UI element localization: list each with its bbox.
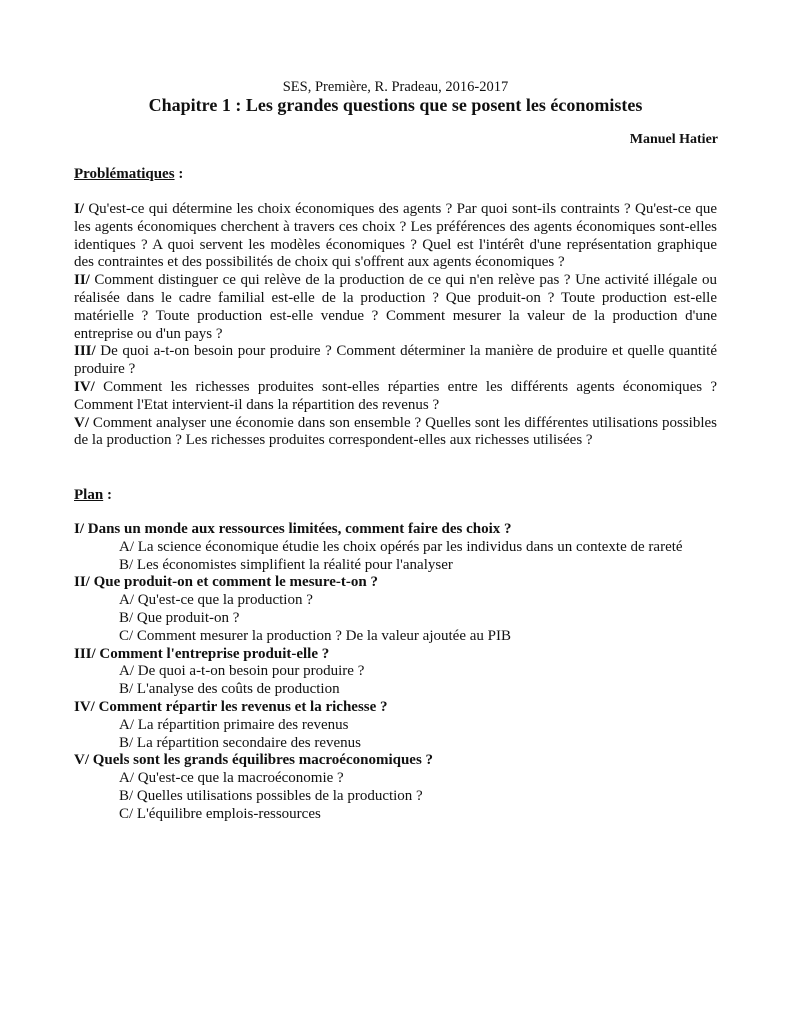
plan-subsection: A/ Qu'est-ce que la production ? [119, 592, 313, 609]
plan-subsection: C/ L'équilibre emplois-ressources [119, 805, 321, 822]
problematique-text: Comment distinguer ce qui relève de la production de ce qui n'en relève pas ? Une activité illégale ou réalisée dans le cadre familial est-elle de la production ? Que produit-on ? Toute production est-elle matérielle ? Toute production est-elle vendue ? Comment mesurer la valeur de la production d'une entreprise ou d'un pays ? [74, 272, 717, 342]
problematique-text: Comment analyser une économie dans son ensemble ? Quelles sont les différentes utilisations possibles de la production ? Les richesses produites correspondent-elles aux richesses utilisées ? [74, 414, 717, 449]
plan-subsection: B/ Que produit-on ? [119, 609, 240, 626]
plan-part-title: I/ Dans un monde aux ressources limitées, comment faire des choix ? [74, 521, 512, 537]
problematique-number: V/ [74, 414, 89, 431]
problematique-item [74, 272, 717, 343]
plan-subsection: B/ L'analyse des coûts de production [119, 681, 340, 698]
problematique-number: III/ [74, 343, 96, 360]
plan-heading-label: Plan [74, 487, 104, 503]
plan-subsection: B/ Quelles utilisations possibles de la production ? [119, 787, 423, 804]
plan-part-title: IV/ Comment répartir les revenus et la richesse ? [74, 698, 388, 715]
problematiques-heading-label: Problématiques [74, 166, 175, 182]
problematique-item [74, 379, 717, 415]
plan-part-title: II/ Que produit-on et comment le mesure-t-on ? [74, 574, 378, 591]
textbook-source: Manuel Hatier [629, 132, 718, 147]
plan-subsection: B/ Les économistes simplifient la réalité pour l'analyser [119, 556, 453, 573]
plan-outline [74, 521, 717, 824]
plan-subsection: B/ La répartition secondaire des revenus [119, 734, 361, 751]
problematique-item [74, 343, 717, 379]
problematique-number: II/ [74, 272, 90, 289]
problematique-text: Qu'est-ce qui détermine les choix économiques des agents ? Par quoi sont-ils contraints ? Qu'est-ce que les agents économiques cherchent à travers ces choix ? Les préférences des agents économiques sont-elles identiques ? A quoi servent les modèles économiques ? Quel est l'intérêt d'une représentation graphique des contraintes et des possibilités de choix qui s'offrent aux agents économiques ? [74, 201, 717, 271]
plan-subsection: A/ La science économique étudie les choix opérés par les individus dans un contexte de rareté [119, 538, 683, 555]
course-info: SES, Première, R. Pradeau, 2016-2017 [282, 79, 509, 95]
plan-subsection: A/ Qu'est-ce que la macroéconomie ? [119, 770, 344, 787]
plan-heading [74, 487, 112, 504]
problematiques-heading-colon: : [174, 166, 184, 182]
problematique-item [74, 201, 717, 272]
problematiques-list [74, 201, 717, 450]
problematique-text: Comment les richesses produites sont-elles réparties entre les différents agents économiques ? Comment l'Etat intervient-il dans la répartition des revenus ? [74, 378, 717, 413]
problematique-text: De quoi a-t-on besoin pour produire ? Comment déterminer la manière de produire et quelle quantité produire ? [74, 343, 717, 378]
chapter-title: Chapitre 1 : Les grandes questions que se posent les économistes [148, 95, 643, 115]
plan-subsection: A/ La répartition primaire des revenus [119, 716, 349, 733]
problematique-number: I/ [74, 201, 85, 217]
problematiques-heading [74, 166, 183, 183]
plan-heading-colon: : [103, 487, 112, 503]
plan-subsection: A/ De quoi a-t-on besoin pour produire ? [119, 663, 365, 680]
problematique-number: IV/ [74, 378, 95, 395]
plan-part-title: III/ Comment l'entreprise produit-elle ? [74, 645, 330, 662]
plan-part-title: V/ Quels sont les grands équilibres macroéconomiques ? [74, 752, 434, 769]
plan-subsection: C/ Comment mesurer la production ? De la valeur ajoutée au PIB [119, 627, 511, 644]
problematique-item [74, 415, 717, 451]
